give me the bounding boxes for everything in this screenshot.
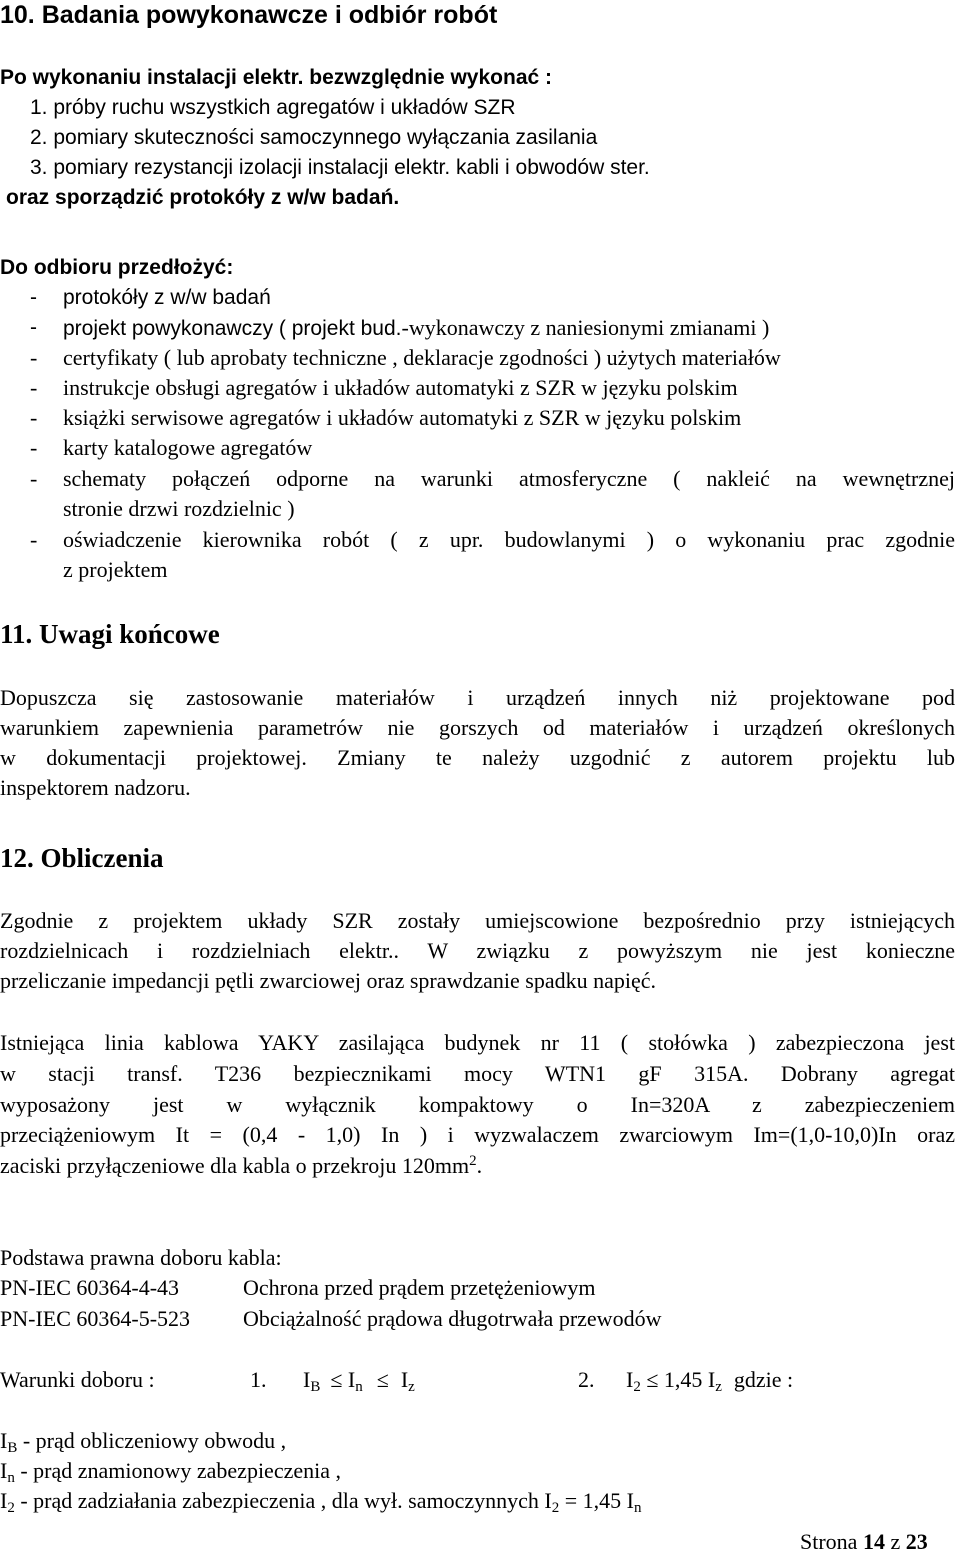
paragraph-line: Istniejąca linia kablowa YAKY zasilająca budynek nr 11 ( stołówka ) zabezpieczona jest [0,1030,955,1055]
section-10-title: 10. Badania powykonawcze i odbiór robót [0,1,498,29]
dash: - [30,435,38,460]
norm-name: Ochrona przed prądem przetężeniowym [243,1275,596,1300]
odbior-title: Do odbioru przedłożyć: [0,256,234,279]
podstawa-label: Podstawa prawna doboru kabla: [0,1245,282,1270]
step-1: 1. próby ruchu wszystkich agregatów i układów SZR [30,96,516,119]
dash: - [30,405,38,430]
condition-2-number: 2. [578,1367,595,1392]
paragraph-line: Zgodnie z projektem układy SZR zostały umiejscowione bezpośrednio przy istniejących [0,908,955,933]
list-item: certyfikaty ( lub aprobaty techniczne , deklaracje zgodności ) użytych materiałów [63,345,781,370]
norm-code: PN-IEC 60364-5-523 [0,1306,191,1331]
list-item-continued: z projektem [63,557,168,582]
dash: - [30,527,38,552]
definition-in: $I_n$ - prąd znamionowy zabezpieczenia , [0,1458,341,1486]
dash: - [30,375,38,400]
paragraph-line: rozdzielnicach i rozdzielniach elektr.. W związku z powyższym nie jest konieczne [0,938,955,963]
section-11-title: 11. Uwagi końcowe [0,619,220,649]
dash: - [30,345,38,370]
step-3: 3. pomiary rezystancji izolacji instalacji elektr. kabli i obwodów ster. [30,156,650,179]
list-item-part: projekt powykonawczy ( projekt bud. [63,317,402,340]
condition-2: $I_2 \le 1,45$ $I_z$ gdzie : [626,1367,794,1395]
paragraph-line: Dopuszcza się zastosowanie materiałów i urządzeń innych niż projektowane pod [0,685,955,710]
superscript: 2 [469,1153,477,1169]
list-item-continued: stronie drzwi rozdzielnic ) [63,496,295,521]
list-item [63,313,769,344]
condition-1-number: 1. [250,1367,267,1392]
list-item: karty katalogowe agregatów [63,435,313,460]
dash: - [30,286,37,309]
paragraph-line [0,1151,482,1181]
paragraph-line: warunkiem zapewnienia parametrów nie gorszych od materiałów i urządzeń określonych [0,715,955,740]
definition-i2: $I_2$ - prąd zadziałania zabezpieczenia , dla wył. samoczynnych $I_2 = 1,45$ $I_n$ [0,1488,642,1516]
definition-ib: $I_B$ - prąd obliczeniowy obwodu , [0,1428,287,1456]
paragraph-line: przeliczanie impedancji pętli zwarciowej oraz sprawdzanie spadku napięć. [0,968,657,993]
list-item: instrukcje obsługi agregatów i układów automatyki z SZR w języku polskim [63,375,738,400]
warunki-label: Warunki doboru : [0,1367,155,1392]
paragraph-line: w dokumentacji projektowej. Zmiany te należy uzgodnić z autorem projektu lub [0,745,955,770]
text-part: . [476,1153,483,1178]
norm-name: Obciążalność prądowa długotrwała przewodów [243,1306,662,1331]
paragraph-line: inspektorem nadzoru. [0,775,191,800]
section-12-title: 12. Obliczenia [0,843,164,873]
list-item: książki serwisowe agregatów i układów automatyki z SZR w języku polskim [63,405,742,430]
steps-tail: oraz sporządzić protokóły z w/w badań. [6,186,400,209]
list-item: oświadczenie kierownika robót ( z upr. budowlanymi ) o wykonaniu prac zgodnie [63,527,955,552]
step-2: 2. pomiary skuteczności samoczynnego wyłączania zasilania [30,126,598,149]
paragraph-line: wyposażony jest w wyłącznik kompaktowy o In=320A z zabezpieczeniem [0,1092,955,1117]
dash: - [30,316,37,339]
list-item-part: -wykonawczy z naniesionymi zmianami ) [401,315,770,340]
paragraph-line: w stacji transf. T236 bezpiecznikami mocy WTN1 gF 315A. Dobrany agregat [0,1061,955,1086]
list-item: protokóły z w/w badań [63,286,271,309]
page-number: Strona 14 z 23 [800,1529,928,1554]
intro-text: Po wykonaniu instalacji elektr. bezwzględnie wykonać : [0,66,552,89]
norm-code: PN-IEC 60364-4-43 [0,1275,180,1300]
list-item: schematy połączeń odporne na warunki atmosferyczne ( nakleić na wewnętrznej [63,466,955,491]
dash: - [30,466,38,491]
paragraph-line: przeciążeniowym It = (0,4 - 1,0) In ) i wyzwalaczem zwarciowym Im=(1,0-10,0)In oraz [0,1122,955,1147]
condition-1: $I_B \le I_n \le I_z$ [303,1367,415,1395]
text-part: zaciski przyłączeniowe dla kabla o przekroju 120mm [0,1153,470,1178]
